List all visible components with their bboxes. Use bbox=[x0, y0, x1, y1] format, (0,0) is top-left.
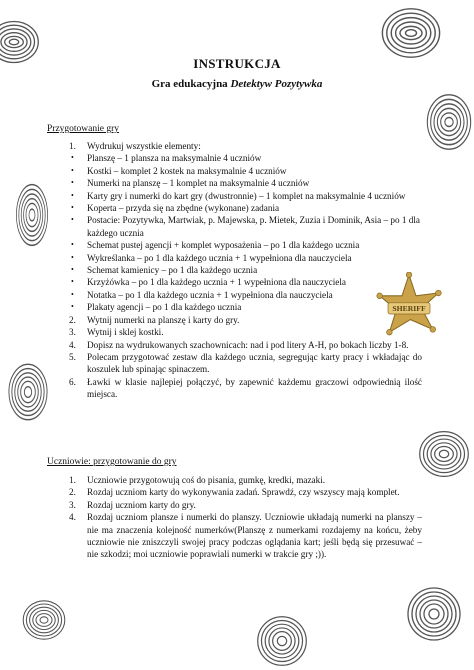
list-marker: • bbox=[71, 190, 74, 200]
fingerprint-icon bbox=[424, 88, 474, 156]
section-heading-game-preparation: Przygotowanie gry bbox=[47, 124, 120, 134]
list-marker: • bbox=[71, 240, 74, 250]
bullet-list-item bbox=[47, 190, 422, 202]
subtitle-prefix: Gra edukacyjna bbox=[151, 78, 231, 90]
bullet-list-item bbox=[47, 152, 422, 164]
list-marker: 1. bbox=[69, 475, 76, 485]
numbered-list-item bbox=[47, 474, 422, 486]
list-marker: • bbox=[71, 178, 74, 188]
list-marker: • bbox=[71, 215, 74, 225]
bullet-list-item bbox=[47, 276, 422, 288]
list-item-text: Rozdaj uczniom karty do wykonywania zadań. Sprawdź, czy wszyscy mają komplet. bbox=[87, 487, 400, 498]
list-item-text: Uczniowie przygotowują coś do pisania, gumkę, kredki, mazaki. bbox=[87, 475, 326, 485]
fingerprint-icon bbox=[416, 424, 472, 484]
list-item-text: Numerki na planszę – 1 komplet na maksymalnie 4 uczniów bbox=[87, 178, 310, 189]
student-preparation-list bbox=[47, 474, 422, 561]
list-item-text: Dopisz na wydrukowanych szachownicach: nad i pod litery A-H, po bokach liczby 1-8. bbox=[87, 339, 409, 350]
list-item-text: Rozdaj uczniom plansze i numerki do planszy. Uczniowie układają numerki na planszy – nie ma znaczenia kolejność numerków(Planszę z numerkami rozdajemy na końcu, żeby uczniowie nie zniszczyli swojej pracy podczas oglądania kart; jeśli będą się przesuwać – nie szkodzi; moi uczniowie poprawiali numerki w trakcie gry ;)). bbox=[87, 512, 422, 560]
bullet-list-item bbox=[47, 165, 422, 177]
list-marker: 4. bbox=[69, 339, 76, 350]
numbered-list-item bbox=[47, 140, 422, 152]
numbered-list-item bbox=[47, 314, 422, 326]
list-item-text: Kostki – komplet 2 kostek na maksymalnie 4 uczniów bbox=[87, 165, 287, 176]
document-subtitle bbox=[0, 78, 474, 90]
list-marker: 3. bbox=[69, 499, 76, 510]
list-item-text: Wytnij numerki na planszę i karty do gry. bbox=[87, 314, 240, 325]
numbered-list-item bbox=[47, 326, 422, 338]
list-item-text: Schemat kamienicy – po 1 dla każdego ucznia bbox=[87, 265, 258, 276]
list-marker: • bbox=[71, 302, 74, 312]
list-item-text: Plakaty agencji – po 1 dla każdego ucznia bbox=[87, 302, 242, 313]
list-marker: • bbox=[71, 277, 74, 287]
list-item-text: Schemat pustej agencji + komplet wyposażenia – po 1 dla każdego ucznia bbox=[87, 240, 360, 251]
fingerprint-icon bbox=[20, 596, 68, 644]
numbered-list-item bbox=[47, 499, 422, 511]
list-item-text: Notatka – po 1 dla każdego ucznia + 1 wypełniona dla nauczyciela bbox=[87, 289, 333, 300]
numbered-list-item bbox=[47, 486, 422, 498]
bullet-list-item bbox=[47, 214, 422, 239]
numbered-list-item bbox=[47, 339, 422, 351]
list-marker: 2. bbox=[69, 487, 76, 498]
sheriff-star-badge-icon bbox=[374, 272, 444, 342]
bullet-list-item bbox=[47, 289, 422, 301]
list-marker: • bbox=[71, 203, 74, 213]
list-marker: 3. bbox=[69, 327, 76, 338]
list-item-text: Karty gry i numerki do kart gry (dwustronnie) – 1 komplet na maksymalnie 4 uczniów bbox=[87, 190, 406, 201]
list-marker: 1. bbox=[69, 141, 76, 151]
list-marker: • bbox=[71, 252, 74, 262]
document-title: INSTRUKCJA bbox=[193, 56, 281, 71]
bullet-list-item bbox=[47, 177, 422, 189]
list-item-text: Ławki w klasie najlepiej połączyć, by zapewnić każdemu graczowi odpowiednią ilość miejsca. bbox=[87, 376, 422, 400]
list-marker: • bbox=[71, 165, 74, 175]
list-marker: 5. bbox=[69, 351, 76, 362]
badge-label: SHERIFF bbox=[392, 304, 426, 314]
fingerprint-icon bbox=[14, 180, 50, 250]
list-item-text: Rozdaj uczniom karty do gry. bbox=[87, 499, 196, 510]
list-marker: 2. bbox=[69, 314, 76, 325]
list-item-text: Postacie: Pozytywka, Martwiak, p. Majewska, p. Mietek, Zuzia i Dominik, Asia – po 1 dla każdego ucznia bbox=[87, 215, 420, 238]
list-item-text: Krzyżówka – po 1 dla każdego ucznia + 1 wypełniona dla nauczyciela bbox=[87, 277, 347, 288]
list-marker: • bbox=[71, 265, 74, 275]
game-name: Detektyw Pozytywka bbox=[230, 78, 323, 90]
fingerprint-icon bbox=[404, 582, 464, 646]
fingerprint-icon bbox=[254, 612, 310, 670]
bullet-list-item bbox=[47, 239, 422, 251]
numbered-list-item bbox=[47, 351, 422, 376]
bullet-list-item bbox=[47, 264, 422, 276]
list-item-text: Koperta – przyda się na zbędne (wykonane) zadania bbox=[87, 203, 280, 214]
bullet-list-item bbox=[47, 301, 422, 313]
preparation-list bbox=[47, 140, 422, 401]
list-marker: • bbox=[71, 153, 74, 163]
list-marker: • bbox=[71, 289, 74, 299]
list-marker: 4. bbox=[69, 512, 76, 523]
numbered-list-item bbox=[47, 376, 422, 401]
list-item-text: Wydrukuj wszystkie elementy: bbox=[87, 141, 201, 151]
bullet-list-item bbox=[47, 252, 422, 264]
bullet-list-item bbox=[47, 202, 422, 214]
list-item-text: Planszę – 1 plansza na maksymalnie 4 uczniów bbox=[87, 153, 262, 164]
fingerprint-icon bbox=[6, 360, 50, 424]
list-item-text: Polecam przygotować zestaw dla każdego ucznia, segregując karty pracy i wkładając do koszulek lub spinając spinaczem. bbox=[87, 351, 422, 375]
numbered-list-item bbox=[47, 511, 422, 561]
section-heading-student-preparation: Uczniowie: przygotowanie do gry bbox=[47, 457, 177, 467]
list-item-text: Wytnij i sklej kostki. bbox=[87, 327, 164, 338]
list-marker: 6. bbox=[69, 376, 76, 387]
list-item-text: Wykreślanka – po 1 dla każdego ucznia + 1 wypełniona dla nauczyciela bbox=[87, 252, 352, 263]
